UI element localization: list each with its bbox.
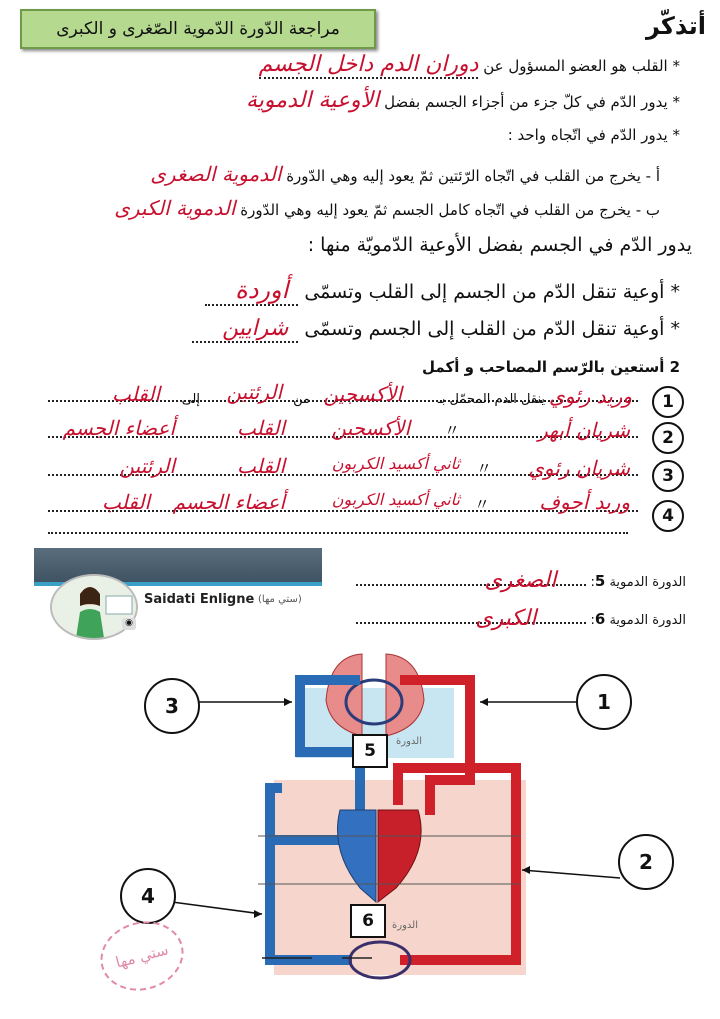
circulation-6-label: الدورة الدموية [609, 613, 686, 628]
row-5-line [48, 532, 628, 534]
line-5 [114, 196, 660, 220]
row-2-answer-from: القلب [236, 416, 285, 440]
row-1-answer-gas: الأكسجين [323, 382, 402, 406]
row-1-to: إلى [181, 392, 200, 407]
line-4 [150, 162, 660, 186]
diagram-box-5: 5 [352, 734, 388, 768]
diagram-top-word: الدورة [396, 736, 422, 747]
line-3-text: * يدور الدّم في اتّجاه واحد : [507, 126, 680, 144]
arrow-4-head [254, 910, 262, 918]
circulation-6-line: الدورة الدموية 6: الكبرى [356, 610, 686, 628]
banner-name: Saidati Enligne [144, 592, 255, 607]
arrow-3-head [284, 698, 292, 706]
row-3-answer-to: الرئتين [119, 454, 175, 478]
row-2-ditto: 〃 [443, 421, 460, 440]
row-1-answer-from: الرئتين [226, 380, 282, 404]
row-1-answer-to: القلب [111, 382, 160, 406]
diagram-label-4: 4 [120, 868, 176, 924]
line-5-answer: الدموية الكبرى [114, 196, 236, 220]
exercise-number-3: 3 [652, 460, 684, 492]
teacher-stamp: ستي مها [93, 912, 192, 999]
row-3-ditto: 〃 [475, 459, 492, 478]
row-4-ditto: 〃 [473, 495, 490, 514]
row-2-answer-to: أعضاء الجسم [62, 416, 175, 440]
row-4-answer-to: القلب [101, 490, 150, 514]
row-3-answer-vessel: شريان رئوي [528, 456, 630, 480]
row-4-answer-vessel: وريد أجوف [539, 490, 630, 514]
row-1-text: ينقل الدم المحمّل بـ [437, 392, 545, 407]
diagram-label-2: 2 [618, 834, 674, 890]
line-8-text: * أوعية تنقل الدّم من القلب إلى الجسم وتسمّى [304, 318, 680, 340]
line-1-text: * القلب هو العضو المسؤول عن [483, 57, 680, 75]
row-3-answer-gas: ثاني أكسيد الكربون [331, 454, 460, 473]
line-2 [246, 88, 680, 113]
line-1-answer: دوران الدم داخل الجسم [258, 52, 479, 77]
exercise-number-1: 1 [652, 386, 684, 418]
circulation-5-label: الدورة الدموية [609, 575, 686, 590]
arrow-1-head [480, 698, 488, 706]
line-7-answer: أوردة [205, 276, 298, 306]
line-7-text: * أوعية تنقل الدّم من الجسم إلى القلب وتسمّى [304, 281, 680, 303]
diagram-label-3: 3 [144, 678, 200, 734]
line-1 [259, 52, 680, 77]
line-4-answer: الدموية الصغرى [150, 162, 282, 186]
banner-sub: (ستي مها) [258, 594, 302, 605]
circulation-5-line: الدورة الدموية 5: الصغرى [356, 572, 686, 590]
exercise-heading: 2 أستعين بالرّسم المصاحب و أكمل [422, 358, 680, 376]
circulation-6-num: 6 [594, 610, 606, 628]
camera-icon[interactable]: ◉ [122, 618, 136, 630]
row-4-answer-gas: ثاني أكسيد الكربون [331, 490, 460, 509]
row-1-from: من [293, 392, 310, 407]
arrow-2 [522, 870, 620, 878]
diagram-label-1: 1 [576, 674, 632, 730]
arrow-4 [172, 902, 262, 914]
title-box: مراجعة الدّورة الدّموية الصّغرى و الكبرى [20, 9, 376, 49]
exercise-number-2: 2 [652, 422, 684, 454]
row-2-answer-vessel: شريان أبهر [538, 418, 630, 442]
line-8-answer: شرايين [192, 316, 298, 343]
line-7 [205, 276, 680, 304]
row-1-answer-vessel: وريد رئوي [549, 384, 632, 408]
line-6 [308, 234, 692, 256]
row-4-answer-from: أعضاء الجسم [172, 490, 285, 514]
line-6-text: يدور الدّم في الجسم بفضل الأوعية الدّمويّة منها : [307, 234, 692, 256]
circulation-5-answer: الصغرى [484, 568, 557, 593]
line-5-text: ب - يخرج من القلب في اتّجاه كامل الجسم ثمّ يعود إليه وهي الدّورة [240, 201, 660, 219]
row-2-answer-gas: الأكسجين [331, 416, 410, 440]
avatar [50, 574, 138, 640]
line-4-text: أ - يخرج من القلب في اتّجاه الرّئتين ثمّ يعود إليه وهي الدّورة [286, 167, 660, 185]
line-2-answer: الأوعية الدموية [246, 88, 380, 113]
circulation-6-answer: الكبرى [475, 606, 537, 631]
section-heading: أتذكّر [646, 12, 706, 40]
line-8 [192, 316, 680, 341]
line-2-text: * يدور الدّم في كلّ جزء من أجزاء الجسم بفضل [384, 93, 680, 111]
circulation-5-num: 5 [594, 572, 606, 590]
row-3-answer-from: القلب [236, 454, 285, 478]
exercise-number-4: 4 [652, 500, 684, 532]
line-3 [508, 126, 680, 144]
diagram-bottom-word: الدورة [392, 920, 418, 931]
diagram-box-6: 6 [350, 904, 386, 938]
